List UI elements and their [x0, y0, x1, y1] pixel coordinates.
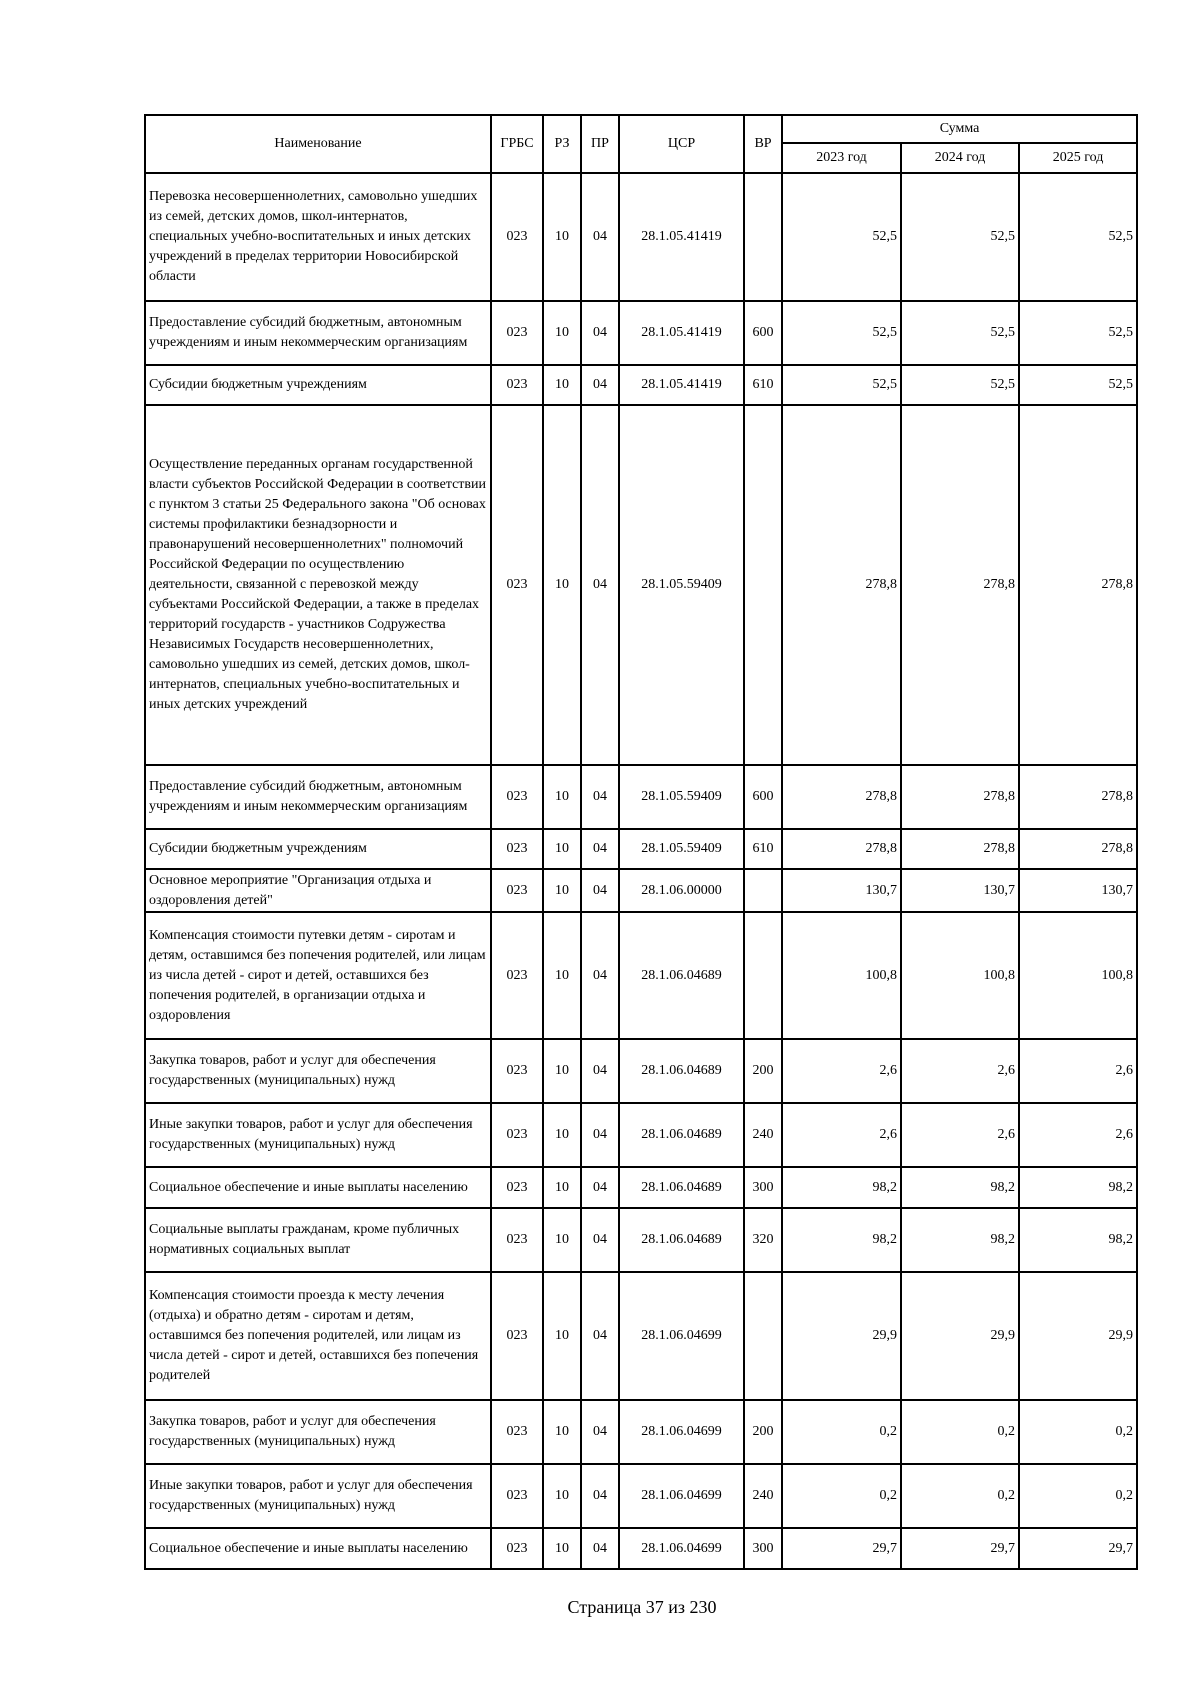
cell-vr: 300: [744, 1528, 782, 1569]
table-row: [145, 1103, 1137, 1167]
cell-name: Компенсация стоимости проезда к месту лечения (отдыха) и обратно детям - сиротам и детям, оставшимся без попечения родителей, или лицам из числа детей - сирот и детей, оставшихся без попечения родителей: [145, 1272, 491, 1400]
cell-sum-2023: 100,8: [782, 912, 901, 1039]
cell-sum-2023: 278,8: [782, 405, 901, 765]
cell-sum-2023: 2,6: [782, 1103, 901, 1167]
cell-csr: 28.1.05.41419: [619, 173, 744, 301]
header-pr: ПР: [581, 115, 619, 173]
cell-sum-2025: 52,5: [1019, 365, 1137, 405]
cell-pr: 04: [581, 365, 619, 405]
cell-name: Субсидии бюджетным учреждениям: [145, 365, 491, 405]
table-body: [145, 173, 1137, 1569]
cell-rz: 10: [543, 1528, 581, 1569]
cell-sum-2024: 2,6: [901, 1103, 1019, 1167]
cell-csr: 28.1.06.04699: [619, 1528, 744, 1569]
cell-grbs: 023: [491, 1039, 543, 1103]
cell-sum-2025: 2,6: [1019, 1039, 1137, 1103]
table-row: [145, 1208, 1137, 1272]
cell-sum-2025: 29,7: [1019, 1528, 1137, 1569]
table-row: [145, 1167, 1137, 1208]
cell-sum-2023: 278,8: [782, 765, 901, 829]
cell-name: Закупка товаров, работ и услуг для обеспечения государственных (муниципальных) нужд: [145, 1039, 491, 1103]
cell-grbs: 023: [491, 1400, 543, 1464]
cell-pr: 04: [581, 1272, 619, 1400]
cell-name: Иные закупки товаров, работ и услуг для обеспечения государственных (муниципальных) нужд: [145, 1103, 491, 1167]
cell-sum-2024: 0,2: [901, 1464, 1019, 1528]
cell-pr: 04: [581, 1167, 619, 1208]
cell-grbs: 023: [491, 405, 543, 765]
cell-csr: 28.1.06.04699: [619, 1464, 744, 1528]
header-grbs: ГРБС: [491, 115, 543, 173]
cell-csr: 28.1.06.04689: [619, 912, 744, 1039]
cell-sum-2024: 278,8: [901, 405, 1019, 765]
cell-sum-2024: 278,8: [901, 829, 1019, 869]
cell-name: Осуществление переданных органам государственной власти субъектов Российской Федерации в соответствии с пунктом 3 статьи 25 Федерального закона "Об основах системы профилактики безнадзорности и правонарушений несовершеннолетних" полномочий Российской Федерации по осуществлению деятельности, связанной с перевозкой между субъектами Российской Федерации, а также в пределах территорий государств - участников Содружества Независимых Государств несовершеннолетних, самовольно ушедших из семей, детских домов, школ-интернатов, специальных учебно-воспитательных и иных детских учреждений: [145, 405, 491, 765]
cell-vr: 610: [744, 365, 782, 405]
cell-csr: 28.1.06.04689: [619, 1039, 744, 1103]
cell-rz: 10: [543, 1103, 581, 1167]
table-row: [145, 365, 1137, 405]
cell-grbs: 023: [491, 301, 543, 365]
cell-vr: 200: [744, 1400, 782, 1464]
cell-name: Основное мероприятие "Организация отдыха и оздоровления детей": [145, 869, 491, 912]
cell-name: Предоставление субсидий бюджетным, автономным учреждениям и иным некоммерческим организациям: [145, 301, 491, 365]
cell-grbs: 023: [491, 1464, 543, 1528]
cell-pr: 04: [581, 1103, 619, 1167]
cell-sum-2025: 29,9: [1019, 1272, 1137, 1400]
cell-sum-2025: 278,8: [1019, 765, 1137, 829]
cell-sum-2024: 52,5: [901, 365, 1019, 405]
cell-sum-2023: 130,7: [782, 869, 901, 912]
table-row: [145, 912, 1137, 1039]
cell-vr: 600: [744, 301, 782, 365]
cell-pr: 04: [581, 765, 619, 829]
cell-sum-2025: 52,5: [1019, 301, 1137, 365]
cell-grbs: 023: [491, 1528, 543, 1569]
cell-grbs: 023: [491, 869, 543, 912]
page-number: Страница 37 из 230: [567, 1597, 717, 1617]
cell-sum-2025: 0,2: [1019, 1400, 1137, 1464]
table-row: [145, 1039, 1137, 1103]
cell-name: Предоставление субсидий бюджетным, автономным учреждениям и иным некоммерческим организациям: [145, 765, 491, 829]
cell-rz: 10: [543, 1464, 581, 1528]
cell-sum-2024: 98,2: [901, 1167, 1019, 1208]
cell-grbs: 023: [491, 1272, 543, 1400]
table-row: [145, 405, 1137, 765]
budget-table: [144, 114, 1138, 1570]
cell-rz: 10: [543, 765, 581, 829]
cell-sum-2025: 98,2: [1019, 1208, 1137, 1272]
cell-vr: [744, 869, 782, 912]
cell-name: Иные закупки товаров, работ и услуг для обеспечения государственных (муниципальных) нужд: [145, 1464, 491, 1528]
cell-vr: 300: [744, 1167, 782, 1208]
cell-rz: 10: [543, 912, 581, 1039]
cell-csr: 28.1.05.59409: [619, 829, 744, 869]
cell-pr: 04: [581, 1400, 619, 1464]
table-row: [145, 869, 1137, 912]
cell-vr: [744, 173, 782, 301]
header-rz: РЗ: [543, 115, 581, 173]
cell-pr: 04: [581, 1039, 619, 1103]
cell-pr: 04: [581, 301, 619, 365]
cell-sum-2024: 0,2: [901, 1400, 1019, 1464]
cell-sum-2025: 100,8: [1019, 912, 1137, 1039]
cell-sum-2025: 278,8: [1019, 405, 1137, 765]
cell-grbs: 023: [491, 829, 543, 869]
cell-pr: 04: [581, 912, 619, 1039]
cell-rz: 10: [543, 1208, 581, 1272]
cell-sum-2025: 0,2: [1019, 1464, 1137, 1528]
cell-pr: 04: [581, 869, 619, 912]
cell-name: Социальное обеспечение и иные выплаты населению: [145, 1528, 491, 1569]
cell-sum-2023: 29,9: [782, 1272, 901, 1400]
cell-sum-2024: 100,8: [901, 912, 1019, 1039]
table-row: [145, 173, 1137, 301]
cell-rz: 10: [543, 173, 581, 301]
cell-rz: 10: [543, 405, 581, 765]
cell-pr: 04: [581, 173, 619, 301]
header-year-2025: 2025 год: [1019, 143, 1137, 173]
cell-sum-2023: 2,6: [782, 1039, 901, 1103]
cell-csr: 28.1.05.41419: [619, 365, 744, 405]
header-vr: ВР: [744, 115, 782, 173]
cell-rz: 10: [543, 365, 581, 405]
cell-csr: 28.1.06.04689: [619, 1208, 744, 1272]
cell-sum-2025: 2,6: [1019, 1103, 1137, 1167]
cell-sum-2024: 2,6: [901, 1039, 1019, 1103]
cell-grbs: 023: [491, 1103, 543, 1167]
cell-csr: 28.1.06.04689: [619, 1167, 744, 1208]
cell-rz: 10: [543, 1400, 581, 1464]
cell-vr: [744, 912, 782, 1039]
cell-pr: 04: [581, 405, 619, 765]
header-sum: Сумма: [782, 115, 1137, 143]
cell-csr: 28.1.05.59409: [619, 405, 744, 765]
cell-sum-2024: 29,9: [901, 1272, 1019, 1400]
cell-sum-2024: 29,7: [901, 1528, 1019, 1569]
cell-sum-2024: 52,5: [901, 301, 1019, 365]
cell-csr: 28.1.06.00000: [619, 869, 744, 912]
cell-pr: 04: [581, 1208, 619, 1272]
table-row: [145, 765, 1137, 829]
cell-sum-2023: 0,2: [782, 1400, 901, 1464]
cell-vr: 240: [744, 1464, 782, 1528]
cell-grbs: 023: [491, 1167, 543, 1208]
cell-sum-2023: 98,2: [782, 1167, 901, 1208]
cell-grbs: 023: [491, 912, 543, 1039]
cell-sum-2023: 52,5: [782, 301, 901, 365]
cell-name: Компенсация стоимости путевки детям - сиротам и детям, оставшимся без попечения родителей, или лицам из числа детей - сирот и детей, оставшихся без попечения родителей, в организации отдыха и оздоровления: [145, 912, 491, 1039]
cell-name: Субсидии бюджетным учреждениям: [145, 829, 491, 869]
table-row: [145, 301, 1137, 365]
table-header: [145, 115, 1137, 173]
cell-pr: 04: [581, 1528, 619, 1569]
cell-name: Социальное обеспечение и иные выплаты населению: [145, 1167, 491, 1208]
cell-rz: 10: [543, 829, 581, 869]
header-year-2023: 2023 год: [782, 143, 901, 173]
cell-vr: [744, 1272, 782, 1400]
header-year-2024: 2024 год: [901, 143, 1019, 173]
cell-vr: [744, 405, 782, 765]
cell-sum-2025: 98,2: [1019, 1167, 1137, 1208]
cell-rz: 10: [543, 301, 581, 365]
cell-csr: 28.1.06.04699: [619, 1272, 744, 1400]
table-row: [145, 1272, 1137, 1400]
cell-sum-2025: 130,7: [1019, 869, 1137, 912]
cell-pr: 04: [581, 829, 619, 869]
cell-name: Закупка товаров, работ и услуг для обеспечения государственных (муниципальных) нужд: [145, 1400, 491, 1464]
cell-sum-2025: 278,8: [1019, 829, 1137, 869]
cell-sum-2023: 278,8: [782, 829, 901, 869]
cell-rz: 10: [543, 1039, 581, 1103]
cell-grbs: 023: [491, 173, 543, 301]
cell-csr: 28.1.06.04689: [619, 1103, 744, 1167]
table-row: [145, 1400, 1137, 1464]
table-row: [145, 829, 1137, 869]
cell-rz: 10: [543, 1167, 581, 1208]
cell-sum-2023: 98,2: [782, 1208, 901, 1272]
table-row: [145, 1528, 1137, 1569]
header-csr: ЦСР: [619, 115, 744, 173]
table-row: [145, 1464, 1137, 1528]
cell-pr: 04: [581, 1464, 619, 1528]
cell-sum-2023: 0,2: [782, 1464, 901, 1528]
cell-vr: 610: [744, 829, 782, 869]
cell-vr: 600: [744, 765, 782, 829]
cell-grbs: 023: [491, 1208, 543, 1272]
cell-csr: 28.1.05.41419: [619, 301, 744, 365]
cell-name: Социальные выплаты гражданам, кроме публичных нормативных социальных выплат: [145, 1208, 491, 1272]
cell-vr: 240: [744, 1103, 782, 1167]
cell-sum-2024: 52,5: [901, 173, 1019, 301]
header-name: Наименование: [145, 115, 491, 173]
cell-sum-2024: 130,7: [901, 869, 1019, 912]
cell-rz: 10: [543, 869, 581, 912]
cell-sum-2025: 52,5: [1019, 173, 1137, 301]
cell-csr: 28.1.05.59409: [619, 765, 744, 829]
cell-sum-2023: 29,7: [782, 1528, 901, 1569]
cell-name: Перевозка несовершеннолетних, самовольно ушедших из семей, детских домов, школ-интернатов, специальных учебно-воспитательных и иных детских учреждений в пределах территории Новосибирской области: [145, 173, 491, 301]
cell-csr: 28.1.06.04699: [619, 1400, 744, 1464]
cell-sum-2024: 98,2: [901, 1208, 1019, 1272]
cell-grbs: 023: [491, 365, 543, 405]
cell-vr: 320: [744, 1208, 782, 1272]
cell-sum-2024: 278,8: [901, 765, 1019, 829]
cell-sum-2023: 52,5: [782, 365, 901, 405]
cell-grbs: 023: [491, 765, 543, 829]
cell-sum-2023: 52,5: [782, 173, 901, 301]
cell-rz: 10: [543, 1272, 581, 1400]
cell-vr: 200: [744, 1039, 782, 1103]
